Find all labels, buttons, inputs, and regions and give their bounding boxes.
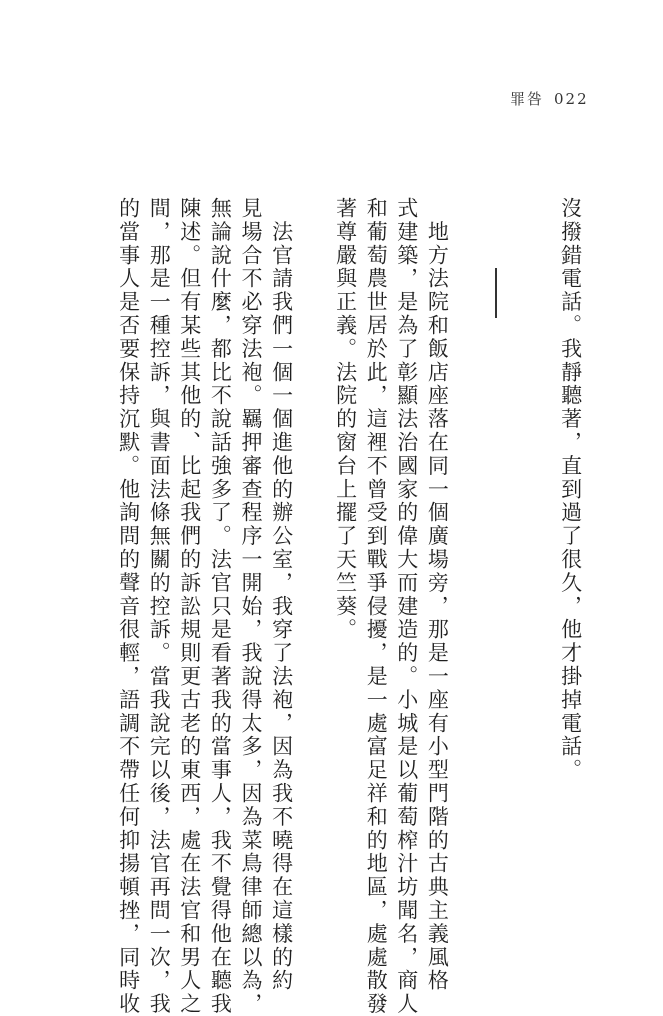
text-column: 著尊嚴與正義。法院的窗台上擺了天竺葵。: [333, 197, 358, 642]
paragraph-1: [555, 197, 586, 857]
page-number: 022: [554, 90, 589, 108]
paragraph-3: [113, 197, 297, 1016]
chapter-title: 罪咎: [510, 90, 545, 108]
text-column: 的當事人是否要保持沉默。他詢問的聲音很輕，語調不帶任何抑揚頓挫，同時收: [116, 197, 141, 1016]
section-divider: [495, 268, 497, 318]
running-header: [510, 88, 589, 109]
text-column: 地方法院和飯店座落在同一個廣場旁，那是一座有小型門階的古典主義風格: [425, 197, 450, 993]
text-column: 式建築，是為了彰顯法治國家的偉大而建造的。小城是以葡萄榨汁坊聞名，商人: [394, 197, 419, 1016]
text-column: 無論說什麼，都比不說話強多了。法官只是看著我的當事人，我不覺得他在聽我: [208, 197, 233, 1016]
text-column: 和葡萄農世居於此，這裡不曾受到戰爭侵擾，是一處富足祥和的地區，處處散發: [364, 197, 389, 1016]
paragraph-2: [330, 197, 452, 1016]
text-column: 沒撥錯電話。我靜聽著，直到過了很久，他才掛掉電話。: [558, 197, 583, 782]
text-column: 間，那是一種控訴，與書面法條無關的控訴。當我說完以後，法官再問一次，我: [147, 197, 172, 1016]
text-column: 陳述。但有某些其他的、比起我們的訴訟規則更古老的東西，處在法官和男人之: [177, 197, 202, 1016]
text-column: 見場合不必穿法袍。羈押審查程序一開始，我說得太多，因為菜鳥律師總以為，: [238, 197, 263, 1016]
text-column: 法官請我們一個一個進他的辦公室，我穿了法袍，因為我不曉得在這樣的約: [269, 197, 294, 993]
